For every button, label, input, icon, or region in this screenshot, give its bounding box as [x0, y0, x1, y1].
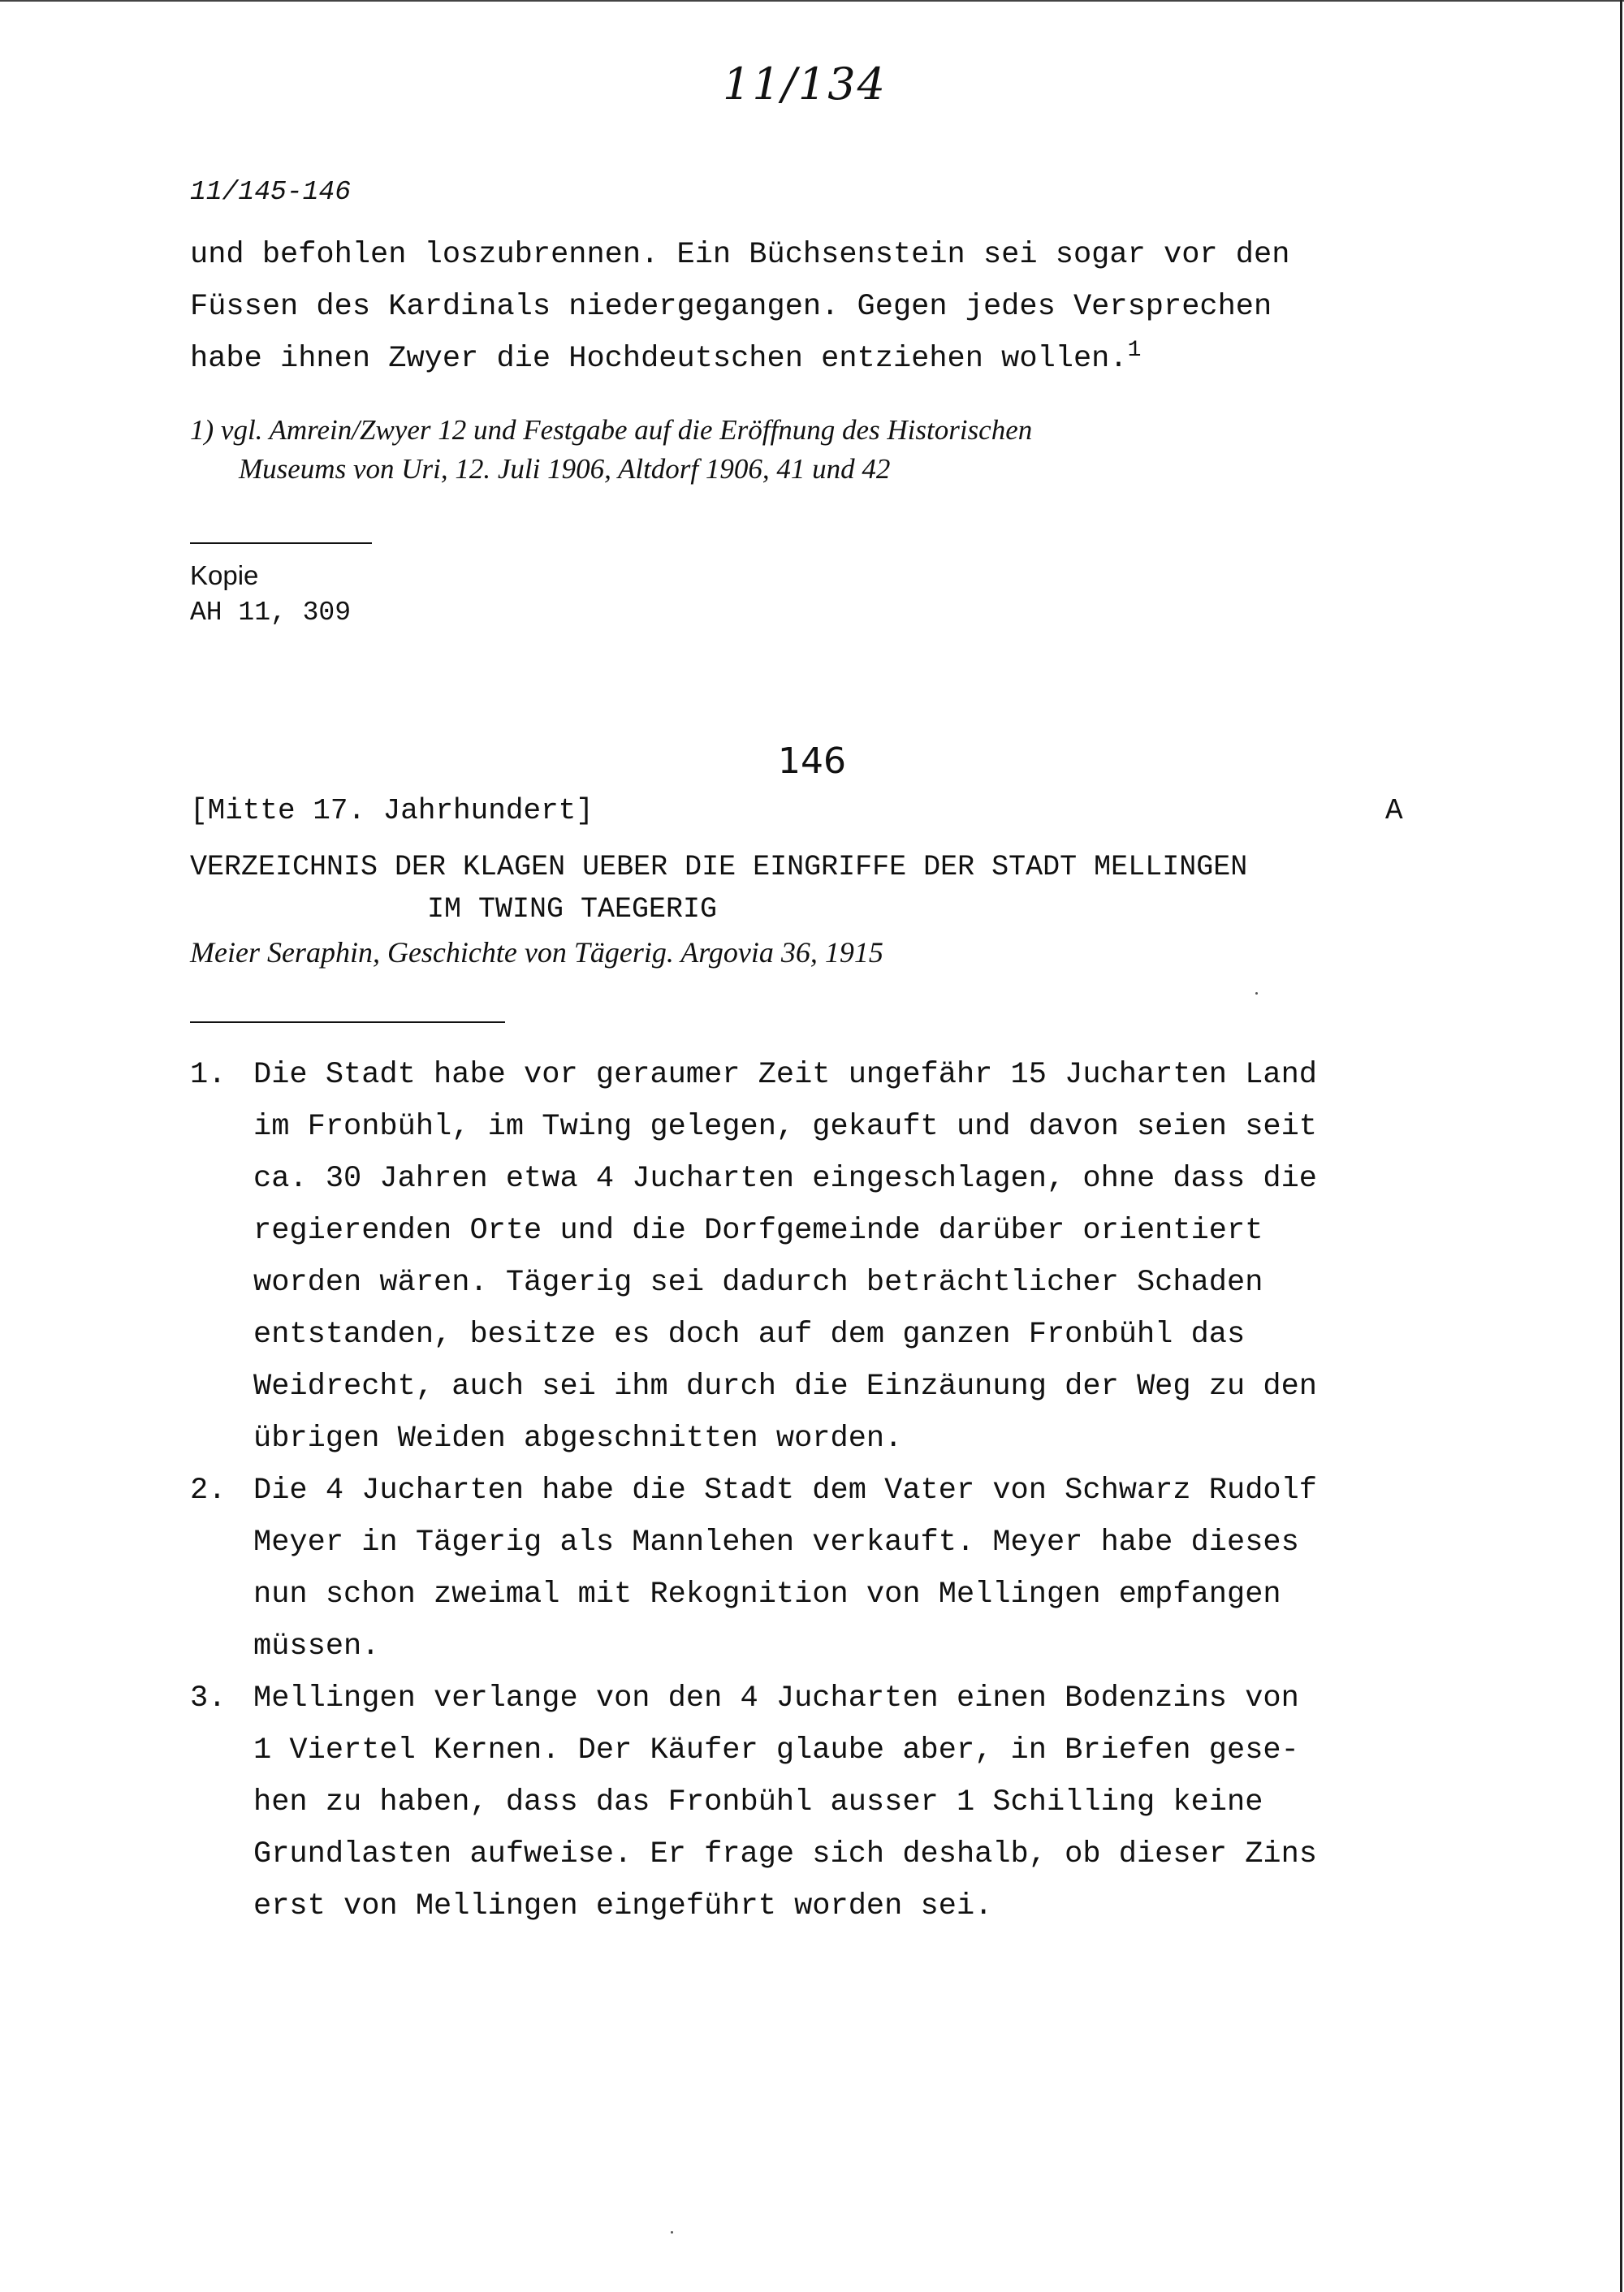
continuation-line-3-text: habe ihnen Zwyer die Hochdeutschen entziehen wollen. [190, 342, 1128, 376]
items-divider [190, 1021, 505, 1023]
list-item-line: müssen. [253, 1629, 380, 1664]
footnote-marker: 1 [1127, 338, 1142, 363]
list-item-line: regierenden Orte und die Dorfgemeinde darüber orientiert [253, 1214, 1263, 1248]
list-item [190, 1673, 1457, 1932]
complaints-list [190, 1049, 1457, 1932]
footnote-line-1: 1) vgl. Amrein/Zwyer 12 und Festgabe auf die Eröffnung des Historischen [190, 414, 1033, 446]
footnote-line-2: Museums von Uri, 12. Juli 1906, Altdorf 1906, 41 und 42 [239, 453, 891, 485]
list-item-number: 3. [190, 1681, 227, 1716]
source-block [190, 557, 351, 632]
list-item-line: erst von Mellingen eingeführt worden sei. [253, 1889, 993, 1923]
document-number: 146 [778, 740, 846, 782]
list-item-line: im Fronbühl, im Twing gelegen, gekauft und davon seien seit [253, 1110, 1318, 1144]
list-item-line: Meyer in Tägerig als Mannlehen verkauft. Meyer habe dieses [253, 1526, 1299, 1560]
scan-top-edge [0, 0, 1624, 2]
source-archive: AH 11, 309 [190, 598, 352, 628]
document-citation: Meier Seraphin, Geschichte von Tägerig. Argovia 36, 1915 [190, 936, 883, 969]
continuation-line-3 [190, 333, 1424, 385]
continuation-line-1: und befohlen loszubrennen. Ein Büchsenstein sei sogar vor den [190, 238, 1290, 272]
list-item-number: 1. [190, 1058, 227, 1092]
list-item-line: hen zu haben, dass das Fronbühl ausser 1 Schilling keine [253, 1785, 1263, 1819]
title-line-1: VERZEICHNIS DER KLAGEN UEBER DIE EINGRIFFE DER STADT MELLINGEN [190, 851, 1248, 883]
list-item-line: Mellingen verlange von den 4 Jucharten einen Bodenzins von [253, 1681, 1299, 1716]
document-date: [Mitte 17. Jahrhundert] [190, 794, 594, 827]
list-item-line: Die Stadt habe vor geraumer Zeit ungefähr 15 Jucharten Land [253, 1058, 1318, 1092]
list-item-line: nun schon zweimal mit Rekognition von Mellingen empfangen [253, 1578, 1281, 1612]
document-title [190, 846, 1247, 930]
source-divider [190, 542, 372, 544]
handwritten-page-number: 11/134 [723, 58, 887, 110]
title-line-2: IM TWING TAEGERIG [427, 893, 718, 926]
list-item-number: 2. [190, 1474, 227, 1508]
footnote [190, 411, 1032, 489]
reference-number: 11/145-146 [190, 177, 352, 207]
list-item-line: entstanden, besitze es doch auf dem ganzen Fronbühl das [253, 1318, 1246, 1352]
list-item-line: ca. 30 Jahren etwa 4 Jucharten eingeschlagen, ohne dass die [253, 1162, 1318, 1196]
continuation-paragraph [190, 229, 1424, 385]
scan-speck [671, 2231, 673, 2234]
list-item-line: Weidrecht, auch sei ihm durch die Einzäunung der Weg zu den [253, 1370, 1318, 1404]
continuation-line-2: Füssen des Kardinals niedergegangen. Gegen jedes Versprechen [190, 290, 1272, 324]
list-item-line: Die 4 Jucharten habe die Stadt dem Vater von Schwarz Rudolf [253, 1474, 1318, 1508]
list-item-line: worden wären. Tägerig sei dadurch beträchtlicher Schaden [253, 1266, 1263, 1300]
list-item-line: übrigen Weiden abgeschnitten worden. [253, 1422, 903, 1456]
list-item-line: 1 Viertel Kernen. Der Käufer glaube aber, in Briefen gese- [253, 1733, 1299, 1768]
list-item-line: Grundlasten aufweise. Er frage sich deshalb, ob dieser Zins [253, 1837, 1318, 1871]
document-type: A [1385, 794, 1403, 827]
source-kopie: Kopie [190, 560, 259, 590]
list-item [190, 1465, 1457, 1673]
scan-right-edge [1620, 0, 1622, 2292]
list-item [190, 1049, 1457, 1465]
scan-speck [1255, 992, 1258, 995]
